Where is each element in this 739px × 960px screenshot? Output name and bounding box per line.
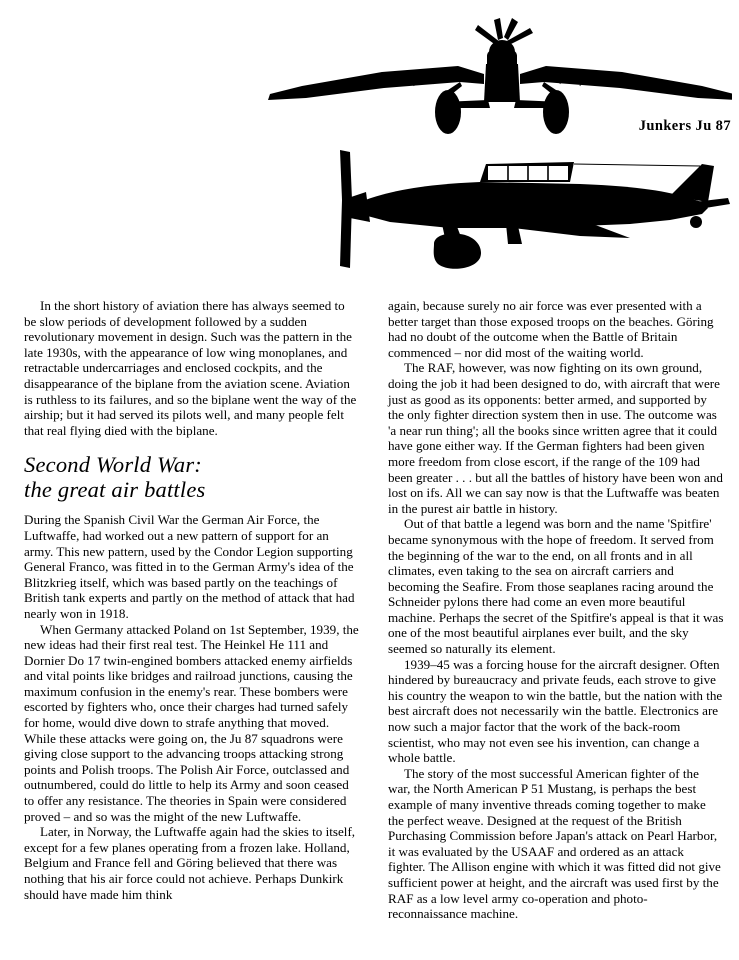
paragraph: During the Spanish Civil War the German Air Force, the Luftwaffe, had worked out a new pattern of support for an army. This new pattern, used by the Condor Legion supporting General Franco, was fitted in to the German Army's idea of the Blitzkrieg itself, which was based partly on the teachings of British tank experts and partly on the method of attack that had nearly won in 1918. bbox=[24, 512, 355, 621]
body-columns bbox=[24, 298, 724, 948]
junkers-ju87-side-silhouette bbox=[330, 140, 730, 285]
right-column bbox=[388, 298, 724, 948]
paragraph: Out of that battle a legend was born and the name 'Spitfire' became synonymous with the hope of freedom. It served from the beginning of the war to the end, on all fronts and in all climates, even taking to the sea on aircraft carriers and becoming the Seafire. From those seaplanes racing around the Schneider pylons there had come an even more beautiful machine. Perhaps the secret of the Spitfire's appeal is that it was one of the most beautiful airplanes ever built, and the sky seemed so naturally its element. bbox=[388, 516, 724, 657]
paragraph: again, because surely no air force was ever presented with a better target than those exposed troops on the beaches. Göring had no doubt of the outcome when the Battle of Britain commenced – nor did most of the waiting world. bbox=[388, 298, 714, 360]
section-title-line2: the great air battles bbox=[24, 477, 206, 503]
section-title bbox=[24, 452, 360, 502]
paragraph: When Germany attacked Poland on 1st September, 1939, the new ideas had their first real test. The Heinkel He 111 and Dornier Do 17 twin-engined bombers attacked enemy airfields and vital points like bridges and railroad junctions, causing the maximum confusion in the enemy's rear. These bombers were escorted by fighters who, once their charges had turned safely for home, would dive down to strafe anything that moved. While these attacks were going on, the Ju 87 squadrons were giving close support to the advancing troops attacking strong points and Polish troops. The Polish Air Force, outclassed and outnumbered, could do little to help its Army and soon ceased to offer any resistance. The theories in Spain were considered proved – and so was the might of the new Luftwaffe. bbox=[24, 621, 359, 824]
section-title-line1: Second World War: bbox=[24, 452, 202, 478]
paragraph: The RAF, however, was now fighting on its own ground, doing the job it had been designed to do, with aircraft that were just as good as its opponents: better armed, and supported by the only fighter direction system then in use. The outcome was 'a near run thing'; all the books since written agree that it could have gone either way. If the German fighters had been given more freedom from close escort, if the range of the 109 had been greater . . . but all the battles of history have been won and lost on ifs. All we can say now is that the Luftwaffe was beaten in the purest air battle in history. bbox=[388, 360, 723, 516]
illustration-block bbox=[0, 0, 739, 285]
paragraph: The story of the most successful American fighter of the war, the North American P 51 Mustang, is perhaps the best example of many inventive threads coming together to make the perfect weave. Designed at the request of the British Purchasing Commission before Japan's attack on Pearl Harbor, it was evaluated by the USAAF and ordered as an attack fighter. The Allison engine with which it was fitted did not give sufficient power at height, and the aircraft was used first by the RAF as a low level army co-operation and photo-reconnaissance machine. bbox=[388, 765, 721, 922]
paragraph: 1939–45 was a forcing house for the aircraft designer. Often hindered by bureaucracy and private feuds, each strove to give his country the weapon to win the battle, but the nation with the best aircraft does not necessarily win the battle. Electronics are now such a major factor that the work of the back-room scientist, who may not even see his invention, can change a whole battle. bbox=[388, 656, 723, 766]
illustration-caption: Junkers Ju 87 bbox=[638, 118, 731, 134]
paragraph: In the short history of aviation there has always seemed to be slow periods of development followed by a sudden revolutionary movement in design. Such was the pattern in the late 1930s, with the appearance of low wing monoplanes, and retractable undercarriages and enclosed cockpits, and the disappearance of the biplane from the aviation scene. Aviation is ruthless to its failures, and so the biplane went the way of the airship; but it had served its pilots well, and many people felt that real flying died with the biplane. bbox=[24, 298, 357, 438]
left-column bbox=[24, 298, 360, 948]
paragraph: Later, in Norway, the Luftwaffe again had the skies to itself, except for a few planes operating from a frozen lake. Holland, Belgium and France fell and Göring believed that there was nothing that his air force could not achieve. Perhaps Dunkirk should have made him think bbox=[24, 824, 356, 902]
